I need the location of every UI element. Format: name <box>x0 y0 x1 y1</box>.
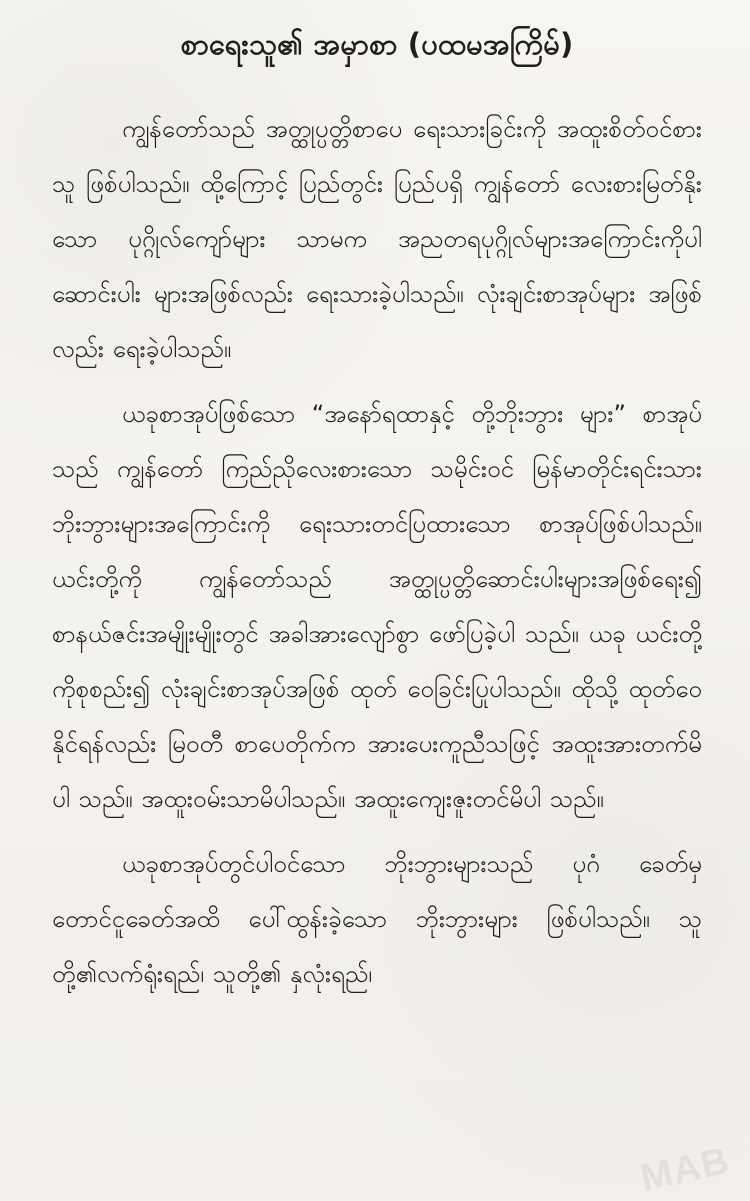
paragraph-1: ကျွန်တော်သည် အတ္ထုပ္ပတ္တိစာပေ ရေးသားခြင်းကို အထူးစိတ်ဝင်စားသူ ဖြစ်ပါသည်။ ထို့ကြောင့် ပြည်တွင်း ပြည်ပရှိ ကျွန်တော် လေးစားမြတ်နိုးသော ပုဂ္ဂိုလ်ကျော်များ သာမက အညတရပုဂ္ဂိုလ်များအကြောင်းကိုပါ ဆောင်းပါး များအဖြစ်လည်း ရေးသားခဲ့ပါသည်။ လုံးချင်းစာအုပ်များ အဖြစ်လည်း ရေးခဲ့ပါသည်။ <box>52 115 702 364</box>
paragraph-2: ယခုစာအုပ်ဖြစ်သော “အနော်ရထာနှင့် တို့ဘိုးဘွား များ” စာအုပ်သည် ကျွန်တော် ကြည်ညိုလေးစားသော သမိုင်းဝင် မြန်မာတိုင်းရင်းသား ဘိုးဘွားများအကြောင်းကို ရေးသားတင်ပြထားသော စာအုပ်ဖြစ်ပါသည်။ ယင်းတို့ကို ကျွန်တော်သည် အတ္ထုပ္ပတ္တိဆောင်းပါးများအဖြစ်ရေး၍ စာနယ်ဇင်းအမျိုးမျိုးတွင် အခါအားလျော်စွာ ဖော်ပြခဲ့ပါ သည်။ ယခု ယင်းတို့ကိုစုစည်း၍ လုံးချင်းစာအုပ်အဖြစ် ထုတ် ဝေခြင်းပြုပါသည်။ ထိုသို့ ထုတ်ဝေနိုင်ရန်လည်း မြဝတီ စာပေတိုက်က အားပေးကူညီသဖြင့် အထူးအားတက်မိပါ သည်။ အထူးဝမ်းသာမိပါသည်။ အထူးကျေးဇူးတင်မိပါ သည်။ <box>52 400 702 814</box>
paragraph-3: ယခုစာအုပ်တွင်ပါဝင်သော ဘိုးဘွားများသည် ပုဂံ ခေတ်မှ တောင်ငူခေတ်အထိ ပေါ်ထွန်းခဲ့သော ဘိုးဘွားများ ဖြစ်ပါသည်။ သူတို့၏လက်ရုံးရည်၊ သူတို့၏ နှလုံးရည်၊ <box>52 850 702 989</box>
document-content <box>52 26 702 1186</box>
page-title: စာရေးသူ၏ အမှာစာ (ပထမအကြိမ်) <box>180 27 574 61</box>
faint-watermark: MAB <box>637 1139 734 1200</box>
